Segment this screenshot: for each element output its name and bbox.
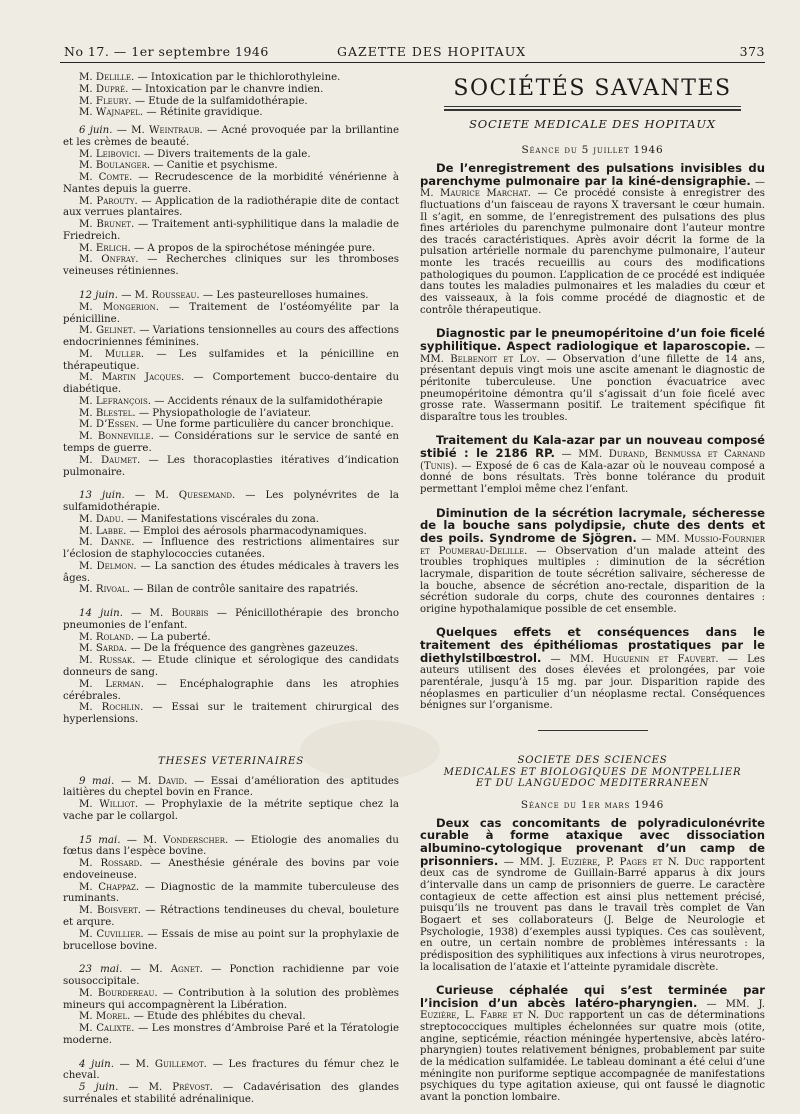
author-name: M. Bonneville. (79, 431, 154, 443)
author-name: M. Blestel. (79, 407, 136, 419)
article-authors: — MM. J. Euzière, P. Pages et N. Duc (503, 856, 705, 868)
author-name: — M. Vonderscher. (126, 834, 229, 846)
author-name: M. Erlich. (79, 242, 131, 254)
author-name: M. Williot. (79, 799, 139, 811)
seance-date: Séance du 5 juillet 1946 (521, 144, 664, 156)
author-name: M. Onfray. (79, 254, 139, 266)
thesis-title: — Les sulfamides et la pénicilline en thérapeutique. (63, 348, 399, 372)
thesis-entry (63, 72, 399, 84)
page-number: 373 (739, 44, 765, 59)
thesis-entry (63, 419, 399, 431)
thesis-title: — Encéphalographie dans les atrophies cérébrales. (63, 678, 399, 702)
author-name: M. Comte. (79, 172, 133, 184)
author-name: — M. Guillemot. (119, 1058, 207, 1070)
seance-date-2: Séance du 1er mars 1946 (520, 798, 665, 811)
articles-list (420, 163, 765, 712)
author-name: M. Boulanger. (79, 160, 151, 172)
article-title: Diminution de la sécrétion lacrymale, sécheresse de la bouche sans polydipsie, chute des dents et des poils. Syndrome de Sjögren. (420, 505, 765, 545)
thesis-entry (63, 96, 399, 108)
thesis-title: — Etude des phlébites du cheval. (133, 1011, 306, 1023)
thesis-entry (63, 125, 399, 149)
society-article (420, 815, 765, 973)
thesis-title: — Comportement bucco-dentaire du diabétique. (63, 372, 400, 396)
thesis-title: — Une forme particulière du cancer bronchique. (141, 419, 394, 431)
thesis-title: — Anesthésie générale des bovins par voie endoveineuse. (63, 858, 399, 881)
article-authors: — MM. J. Euzière, L. Fabre et N. Duc (420, 998, 765, 1022)
thesis-title: — Manifestations viscérales du zona. (127, 513, 319, 525)
thesis-title: — Essai d’amélioration des aptitudes laitières du cheptel bovin en France. (63, 775, 399, 799)
article-authors: — MM. Mussio-Fournier et Poumerau-Delille. (420, 533, 765, 557)
entry-date: 13 juin. (79, 490, 125, 502)
author-name: M. Morel. (79, 1011, 131, 1023)
issue-date: No 17. — 1er septembre 1946 (64, 44, 269, 59)
author-name: M. D’Essen. (79, 419, 139, 431)
thesis-entry (63, 988, 399, 1012)
article-authors: — M. Maurice Marchat. (420, 176, 765, 200)
thesis-entry (63, 372, 399, 396)
thesis-title: — Physiopathologie de l’aviateur. (138, 407, 312, 419)
thesis-title: — Etude clinique et sérologique des candidats donneurs de sang. (63, 655, 399, 678)
thesis-entry (63, 490, 399, 514)
author-name: M. Martin Jacques. (79, 372, 185, 384)
section-title: SOCIÉTÉS SAVANTES (453, 76, 732, 101)
author-name: — M. Rousseau. (121, 290, 200, 302)
author-name: M. Rochlin. (79, 702, 144, 714)
author-name: M. Mongerion. (79, 301, 159, 313)
theses-column (63, 72, 399, 1106)
author-name: M. Dadu. (79, 513, 124, 525)
author-name: M. Roland. (79, 631, 134, 643)
author-name: M. Russak. (79, 655, 136, 667)
thesis-entry (63, 1059, 399, 1083)
thesis-entry (63, 655, 399, 679)
article-authors: — MM. Durand, Benmussa et Carnand (Tunis). (420, 449, 765, 472)
thesis-entry (63, 160, 399, 172)
thesis-title: — Ponction rachidienne par voie sousoccipitale. (63, 964, 399, 988)
thesis-entry (63, 526, 399, 538)
thesis-entry (63, 1082, 399, 1106)
thesis-title: — Pénicillothérapie des broncho pneumonies de l’enfant. (63, 608, 400, 631)
society-article (420, 435, 765, 495)
thesis-entry (63, 882, 399, 906)
entry-date: 6 juin. (79, 125, 113, 137)
thesis-title: — Intoxication par le thichlorothyleine. (137, 72, 341, 83)
section-heading-box (420, 76, 765, 111)
article-title: De l’enregistrement des pulsations invisibles du parenchyme pulmonaire par la kiné-densigraphie. (420, 161, 765, 188)
article-title: Quelques effets et conséquences dans le traitement des épithéliomas prostatiques par le diethylstilbœstrol. (420, 625, 765, 665)
thesis-title: — Intoxication par le chanvre indien. (131, 83, 324, 95)
author-name: M. Cuvillier. (79, 928, 144, 940)
article-text: rapportent un cas de déterminations streptococciques multiples échelonnées sur quatre mois (otite, angine, septicémie, réaction méningée hypertensive, abcès latéro-pharyngien) toutes relativement bénignes, probablement par suite de la médication sulfamidée. Le tableau dominant a été celui d’une méningite non puriforme septique accompagnée de manifestations psychiques du type agitation axieuse, qui ont faussé le diagnotic avant la ponction lombaire. (420, 1010, 765, 1103)
thesis-title: — Application de la radiothérapie dite de contact aux verrues plantaires. (63, 195, 399, 219)
thesis-entry (63, 325, 399, 349)
thesis-title: — Contribution à la solution des problèmes mineurs qui accompagnèrent la Libération. (63, 987, 399, 1011)
thesis-entry (63, 964, 399, 988)
article-text: — Ce procédé consiste à enregistrer des fluctuations d’un faisceau de rayons X traversant le cœur humain. Il s’agit, en somme, de l’enregistrement des pulsations des plus fines artérioles du parenchyme pulmonaire dont l’auteur montre des tracés caractéristiques. Après avoir décrit la forme de la pulsation artérielle normale du parenchyme pulmonaire, l’auteur monte les tracés recueillis au cours des modifications pathologiques du poumon. L’application de ce procédé est indiquée dans toutes les maladies pulmonaires et les maladies du cœur et des vaisseaux, à la fois comme procédé de diagnostic et de contrôle thérapeutique. (420, 188, 765, 316)
entry-date: 23 mai. (79, 964, 123, 976)
thesis-title: — Essais de mise au point sur la prophylaxie de brucellose bovine. (63, 928, 400, 952)
thesis-title: — Variations tensionnelles au cours des affections endocriniennes féminines. (63, 325, 399, 349)
thesis-entry (63, 349, 399, 373)
author-name: M. Chappaz. (79, 881, 140, 893)
thesis-entry (63, 149, 399, 161)
author-name: M. Calixte. (79, 1023, 135, 1035)
journal-title: GAZETTE DES HOPITAUX (337, 44, 527, 59)
thesis-title: — Accidents rénaux de la sulfamidothérapie (154, 395, 383, 407)
entry-date: 15 mai. (79, 834, 121, 846)
article-text: rapportent deux cas de syndrome de Guillain-Barré apparus à dix jours d’intervalle dans un camp de prisonniers de guerre. Le caractère contagieux de cette affection est ainsi plus nettement précisé, puisqu’ils ne trouvent pas dans le travail très complet de Van Bogaert et ses collaborateurs (J. Belge de Neurologie et Psychologie, 1938) d’exemples aussi typiques. Ces cas soulèvent, en outre, un certain nombre de problèmes intéressants : la prédisposition des syphilitiques aux infections à virus neurotropes, la localisation de l’ataxie et l’atteinte pyramidale discrète. (420, 856, 765, 973)
thesis-title: — Les fractures du fémur chez le cheval. (63, 1058, 400, 1082)
article-text: — Les auteurs utilisent des doses élevées et prolongées, par voie parentérale, jusqu’à 15 mg. par jour. Disparition rapide des néoplasmes en particulier d’un néoplasme rectal. Conséquences bénignes sur l’organisme. (420, 653, 765, 712)
society-title-line2: MEDICALES ET BIOLOGIQUES DE MONTPELLIER (443, 766, 742, 778)
thesis-title: — Cadavérisation des glandes surrénales et stabilité adrénalinique. (63, 1082, 399, 1105)
article-text: — Exposé de 6 cas de Kala-azar où le nouveau composé a donné de bons résultats. Très bonne tolérance du produit permettant l’emploi même chez l’enfant. (420, 460, 765, 496)
entry-date: 12 juin. (79, 290, 118, 302)
thesis-entry (63, 172, 399, 196)
author-name: M. Rivoal. (79, 584, 130, 596)
thesis-entry (63, 455, 399, 479)
thesis-entry (63, 396, 399, 408)
thesis-title: — Etiologie des anomalies du fœtus dans l’espèce bovine. (63, 834, 399, 858)
author-name: — M. Bourbis (131, 608, 209, 620)
thesis-entry (63, 702, 399, 726)
thesis-title: — Traitement anti-syphilitique dans la maladie de Friedreich. (63, 219, 399, 242)
author-name: M. Sarda. (79, 643, 128, 655)
thesis-entry (63, 905, 399, 929)
author-name: M. Leibovici. (79, 148, 141, 160)
thesis-title: — Recherches cliniques sur les thromboses veineuses rétiniennes. (63, 254, 399, 278)
thesis-title: — Rétinite gravidique. (146, 107, 263, 119)
article-title: Deux cas concomitants de polyradiculonévrite curable à forme ataxique avec dissociation albumino-cytologique provenant d’un camp de prisonniers. (420, 815, 765, 868)
thesis-entry (63, 219, 399, 243)
author-name: — M. Weintraub. (116, 125, 203, 137)
thesis-title: — Influence des restrictions alimentaires sur l’éclosion de staphylococcies cutanées. (63, 537, 399, 561)
author-name: M. Delille. (79, 72, 135, 83)
author-name: — M. David. (120, 775, 188, 787)
thesis-entry (63, 799, 399, 823)
thesis-title: — Rétractions tendineuses du cheval, bouleture et arqure. (63, 905, 399, 928)
section-rule (444, 106, 741, 107)
society-article (420, 505, 765, 616)
society-title: SOCIETE MEDICALE DES HOPITAUX (469, 117, 716, 131)
society-title-line3: ET DU LANGUEDOC MEDITERRANEEN (475, 778, 710, 790)
author-name: M. Parouty. (79, 195, 138, 207)
author-name: M. Lefrançois. (79, 395, 151, 407)
author-name: M. Brunet. (79, 219, 135, 231)
author-name: M. Wajnapel. (79, 107, 144, 119)
thesis-entry (63, 679, 399, 703)
author-name: M. Labbe. (79, 525, 127, 537)
article-text: — Observation d’une fillette de 14 ans, présentant depuis vingt mois une ascite amenant le diagnostic de péritonite tuberculeuse. Une ponction évacuatrice avec pneumopéritoine démontra qu’il s’agissait d’un foie ficelé avec grosse rate. Wassermann positif. Le traitement spécifique fit disparaître tous les troubles. (420, 353, 765, 423)
thesis-entry (63, 243, 399, 255)
theses-veterinaires-heading: THESES VETERINAIRES (157, 755, 305, 767)
thesis-entry (63, 84, 399, 96)
thesis-entry (63, 514, 399, 526)
author-name: M. Delmon. (79, 560, 137, 572)
entry-date: 14 juin. (79, 608, 123, 620)
header-rule (60, 62, 765, 63)
society-article (420, 328, 765, 423)
thesis-entry (63, 254, 399, 278)
author-name: M. Fleury. (79, 95, 132, 107)
thesis-title: — La puberté. (137, 631, 211, 643)
thesis-entry (63, 643, 399, 655)
thesis-entry (63, 835, 399, 859)
article-text: — Observation d’un malade atteint des troubles trophiques multiples : diminution de la sécrétion lacrymale, disparition de toute sécrétion salivaire, sécheresse de la bouche, absence de sécrétion ano-rectale, disparition de la sécrétion sudorale du corps, chute des couronnes dentaires : origine hypothalamique possible de cet ensemble. (420, 545, 765, 615)
thesis-entry (63, 107, 399, 119)
thesis-entry (63, 776, 399, 800)
thesis-title: — Recrudescence de la morbidité vénérienne à Nantes depuis la guerre. (63, 172, 399, 195)
article-title: Traitement du Kala-azar par un nouveau composé stibié : le 2186 RP. (420, 433, 765, 461)
author-name: M. Dupré. (79, 83, 129, 95)
entry-date: 5 juin. (79, 1082, 119, 1094)
thesis-title: — Les thoracoplasties itératives d’indication pulmonaire. (63, 454, 399, 478)
thesis-title: — Essai sur le traitement chirurgical des hyperlensions. (63, 702, 399, 726)
author-name: M. Lerman. (79, 678, 145, 690)
author-name: — M. Prévost. (128, 1082, 213, 1094)
thesis-title: — Les monstres d’Ambroise Paré et la Tératologie moderne. (63, 1023, 399, 1046)
author-name: M. Danne. (79, 537, 135, 549)
thesis-title: — Canitie et psychisme. (153, 160, 278, 172)
article-title: Curieuse céphalée qui s’est terminée par l’incision d’un abcès latéro-pharyngien. (420, 983, 765, 1010)
article-title: Diagnostic par le pneumopéritoine d’un foie ficelé syphilitique. Aspect radiologique et laparoscopie. (420, 326, 765, 353)
thesis-entry (63, 408, 399, 420)
article-authors: — MM. Belbenoit et Loy. (420, 341, 765, 365)
thesis-title: — Considérations sur le service de santé en temps de guerre. (63, 431, 399, 454)
thesis-entry (63, 858, 399, 882)
thesis-title: — Les polynévrites de la sulfamidothérapie. (63, 490, 399, 514)
author-name: M. Gelinet. (79, 325, 136, 337)
thesis-title: — Les pasteurelloses humaines. (202, 290, 369, 302)
author-name: M. Rossard. (79, 858, 143, 870)
thesis-entry (63, 1011, 399, 1023)
thesis-entry (63, 431, 399, 455)
thesis-entry (63, 929, 399, 953)
author-name: M. Daumet. (79, 454, 141, 466)
thesis-entry (63, 632, 399, 644)
thesis-title: — De la fréquence des gangrènes gazeuzes. (130, 643, 359, 655)
section-rule-double (444, 109, 741, 111)
thesis-title: — Traitement de l’ostéomyélite par la pénicilline. (63, 301, 399, 325)
author-name: M. Bourdereau. (79, 987, 158, 999)
articles-list-2 (420, 815, 765, 1104)
society-article (420, 627, 765, 711)
thesis-entry (63, 584, 399, 596)
thesis-entry (63, 1023, 399, 1047)
author-name: M. Boisvert. (79, 905, 142, 917)
society-title-line1: SOCIETE DES SCIENCES (517, 754, 668, 766)
author-name: — M. Agnet. (130, 964, 203, 976)
entry-date: 9 mai. (79, 775, 115, 787)
thesis-title: — A propos de la spirochétose méningée pure. (133, 242, 376, 254)
thesis-entry (63, 608, 399, 632)
society-article (420, 163, 765, 316)
thesis-title: — Prophylaxie de la métrite septique chez la vache par le collargol. (63, 799, 399, 822)
thesis-title: — Bilan de contrôle sanitaire des rapatriés. (133, 584, 359, 596)
thesis-title: — La sanction des études médicales à travers les âges. (63, 560, 399, 584)
thesis-entry (63, 196, 399, 220)
entry-date: 4 juin. (79, 1058, 114, 1070)
thesis-title: — Divers traitements de la gale. (143, 148, 311, 160)
society-article (420, 985, 765, 1103)
thesis-entry (63, 302, 399, 326)
author-name: M. Muller. (79, 348, 145, 360)
thesis-entry (63, 537, 399, 561)
thesis-title: — Diagnostic de la mammite tuberculeuse des ruminants. (63, 881, 399, 905)
thesis-title: — Etude de la sulfamidothérapie. (134, 95, 308, 107)
thesis-entry (63, 290, 399, 302)
author-name: — M. Quesemand. (134, 490, 236, 502)
article-authors: — MM. Huguenin et Fauvert. (550, 653, 719, 665)
page-header (60, 44, 765, 62)
societies-column (420, 72, 765, 1104)
thesis-title: — Acné provoquée par la brillantine et les crèmes de beauté. (63, 125, 399, 148)
thesis-entry (63, 561, 399, 585)
thesis-title: — Emploi des aérosols pharmacodynamiques. (129, 525, 367, 537)
